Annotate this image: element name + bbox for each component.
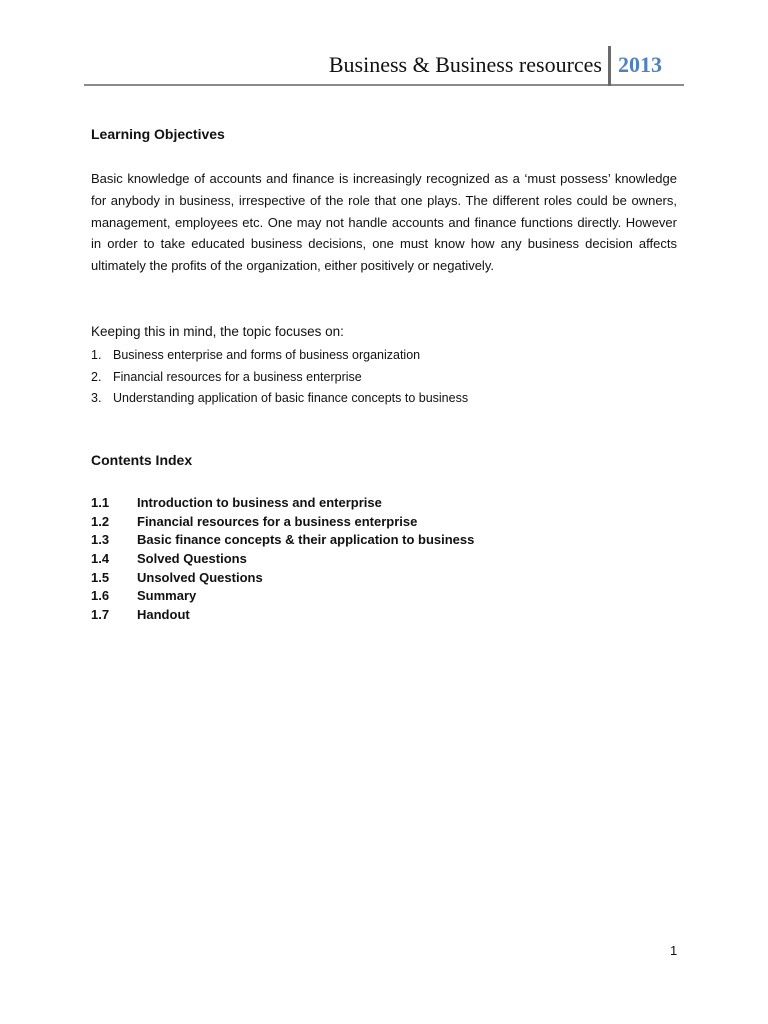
contents-item-text: Basic finance concepts & their application to business	[137, 532, 475, 548]
header-year: 2013	[618, 52, 662, 77]
header-title: Business & Business resources	[328, 52, 602, 77]
contents-item-text: Solved Questions	[137, 551, 247, 567]
focus-item-number: 2.	[91, 369, 102, 384]
page-number: 1	[670, 943, 678, 958]
contents-list	[91, 494, 474, 625]
focus-list	[91, 346, 468, 411]
focus-item-number: 1.	[91, 348, 102, 362]
contents-item-number: 1.5	[91, 569, 110, 585]
contents-item	[91, 531, 474, 550]
focus-item	[91, 346, 468, 368]
focus-item-text: Business enterprise and forms of business organization	[113, 348, 421, 362]
learning-objectives-paragraph: Basic knowledge of accounts and finance is increasingly recognized as a ‘must possess’ knowledge for anybody in business, irrespective of the role that one plays. The different roles could be owners, management, employees etc. One may not handle accounts and finance functions directly. However in order to take educated business decisions, one must know how any business decision affects ultimately the profits of the organization, either positively or negatively.	[91, 171, 677, 274]
focus-item-text: Financial resources for a business enterprise	[113, 369, 362, 384]
contents-item	[91, 587, 474, 606]
contents-item	[91, 494, 474, 513]
contents-item-text: Handout	[137, 607, 190, 623]
contents-item-text: Summary	[137, 588, 197, 604]
header-divider	[608, 46, 611, 86]
contents-item-number: 1.4	[91, 551, 110, 567]
contents-item-number: 1.2	[91, 513, 110, 529]
focus-lead: Keeping this in mind, the topic focuses on:	[91, 324, 344, 339]
focus-item	[91, 389, 468, 411]
focus-item	[91, 368, 468, 390]
focus-item-number: 3.	[91, 391, 102, 406]
contents-index-heading: Contents Index	[91, 452, 193, 468]
contents-item-number: 1.7	[91, 607, 110, 623]
contents-item-number: 1.6	[91, 588, 110, 604]
contents-item-text: Financial resources for a business enterprise	[137, 513, 418, 529]
contents-item-text: Introduction to business and enterprise	[137, 495, 382, 510]
contents-item	[91, 550, 474, 569]
page-header	[84, 44, 684, 86]
focus-item-text: Understanding application of basic finance concepts to business	[113, 391, 469, 406]
contents-item-number: 1.1	[91, 495, 110, 510]
contents-item-number: 1.3	[91, 532, 110, 548]
contents-item	[91, 606, 474, 625]
contents-item-text: Unsolved Questions	[137, 569, 263, 585]
learning-objectives-heading: Learning Objectives	[91, 126, 225, 142]
contents-item	[91, 513, 474, 532]
contents-item	[91, 569, 474, 588]
